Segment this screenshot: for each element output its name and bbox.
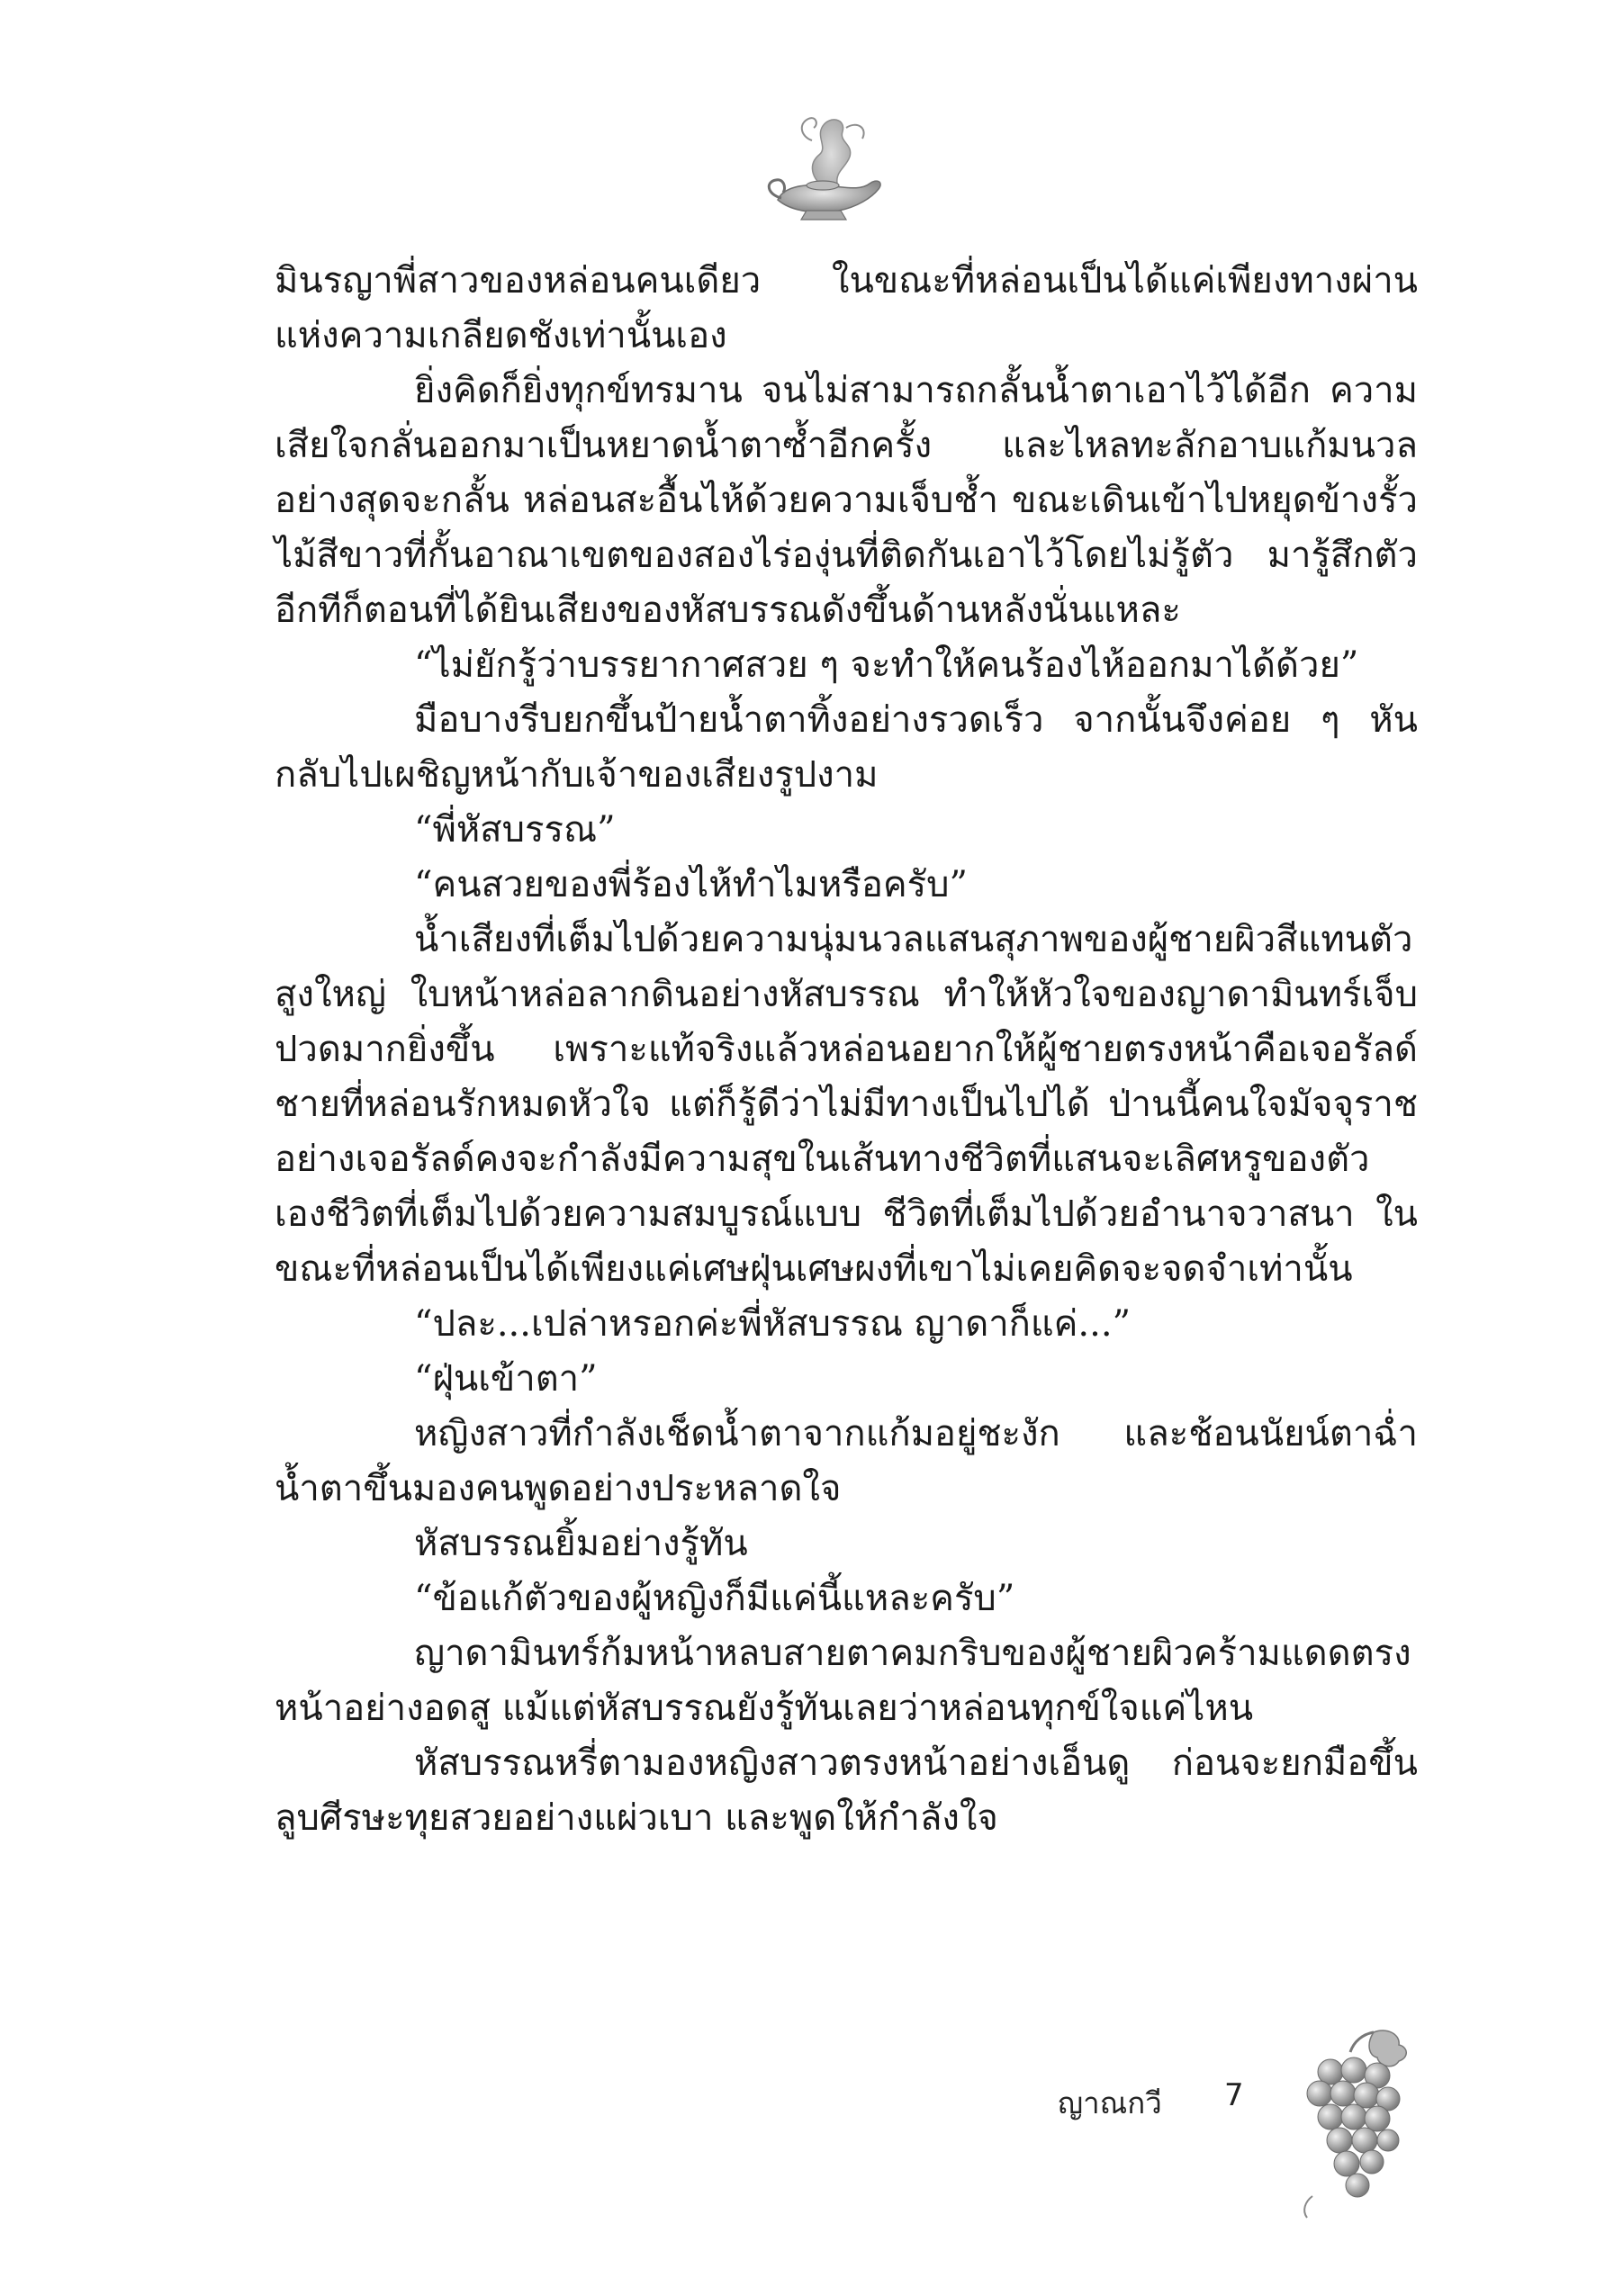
dialogue-line: “ข้อแก้ตัวของผู้หญิงก็มีแค่นี้แหละครับ” <box>414 1578 1015 1619</box>
footer-author-name: ญาณกวี <box>1058 2085 1162 2120</box>
genie-lamp-icon <box>756 101 891 236</box>
paragraph: หัสบรรณยิ้มอย่างรู้ทัน <box>414 1523 748 1564</box>
paragraph: น้ำเสียงที่เต็มไปด้วยความนุ่มนวลแสนสุภาพของผู้ชายผิวสีแทนตัวสูงใหญ่ ใบหน้าหล่อลากดินอย่างหัสบรรณ ทำให้หัวใจของญาดามินทร์เจ็บปวดมากยิ่งขึ้น เพราะแท้จริงแล้วหล่อนอยากให้ผู้ชายตรงหน้าคือเจอรัลด์ชายที่หล่อนรักหมดหัวใจ แต่ก็รู้ดีว่าไม่มีทางเป็นไปได้ ป่านนี้คนใจมัจจุราชอย่างเจอรัลด์คงจะกำลังมีความสุขในเส้นทางชีวิตที่แสนจะเลิศหรูของตัวเองชีวิตที่เต็มไปด้วยความสมบูรณ์แบบ ชีวิตที่เต็มไปด้วยอำนาจวาสนา ในขณะที่หล่อนเป็นได้เพียงแค่เศษฝุ่นเศษผงที่เขาไม่เคยคิดจะจดจำเท่านั้น <box>275 919 1418 1290</box>
paragraph: มินรญาพี่สาวของหล่อนคนเดียว ในขณะที่หล่อนเป็นได้แค่เพียงทางผ่านแห่งความเกลียดชังเท่านั้นเอง <box>275 260 1418 356</box>
chapter-body-text <box>275 254 1418 1846</box>
page-number: 7 <box>1224 2077 1244 2113</box>
dialogue-line: “คนสวยของพี่ร้องไห้ทำไมหรือครับ” <box>414 864 968 905</box>
paragraph: หญิงสาวที่กำลังเช็ดน้ำตาจากแก้มอยู่ชะงัก และช้อนนัยน์ตาฉ่ำน้ำตาขึ้นมองคนพูดอย่างประหลาดใจ <box>275 1413 1418 1509</box>
paragraph: ญาดามินทร์ก้มหน้าหลบสายตาคมกริบของผู้ชายผิวคร้ามแดดตรงหน้าอย่างอดสู แม้แต่หัสบรรณยังรู้ทันเลยว่าหล่อนทุกข์ใจแค่ไหน <box>275 1633 1411 1729</box>
paragraph: ยิ่งคิดก็ยิ่งทุกข์ทรมาน จนไม่สามารถกลั้นน้ำตาเอาไว้ได้อีก ความเสียใจกลั่นออกมาเป็นหยาดน้ำตาซ้ำอีกครั้ง และไหลทะลักอาบแก้มนวลอย่างสุดจะกลั้น หล่อนสะอื้นไห้ด้วยความเจ็บช้ำ ขณะเดินเข้าไปหยุดข้างรั้วไม้สีขาวที่กั้นอาณาเขตของสองไร่องุ่นที่ติดกันเอาไว้โดยไม่รู้ตัว มารู้สึกตัวอีกทีก็ตอนที่ได้ยินเสียงของหัสบรรณดังขึ้นด้านหลังนั่นแหละ <box>275 370 1418 631</box>
dialogue-line: “ปละ...เปล่าหรอกค่ะพี่หัสบรรณ ญาดาก็แค่...” <box>414 1303 1132 1345</box>
dialogue-line: “พี่หัสบรรณ” <box>414 809 616 851</box>
grape-bunch-icon <box>1287 2025 1422 2232</box>
dialogue-line: “ไม่ยักรู้ว่าบรรยากาศสวย ๆ จะทำให้คนร้องไห้ออกมาได้ด้วย” <box>414 644 1359 686</box>
dialogue-line: “ฝุ่นเข้าตา” <box>414 1358 598 1400</box>
paragraph: มือบางรีบยกขึ้นป้ายน้ำตาทิ้งอย่างรวดเร็ว จากนั้นจึงค่อย ๆ หันกลับไปเผชิญหน้ากับเจ้าของเสียงรูปงาม <box>275 699 1418 796</box>
paragraph: หัสบรรณหรี่ตามองหญิงสาวตรงหน้าอย่างเอ็นดู ก่อนจะยกมือขึ้นลูบศีรษะทุยสวยอย่างแผ่วเบา และพูดให้กำลังใจ <box>275 1742 1418 1839</box>
